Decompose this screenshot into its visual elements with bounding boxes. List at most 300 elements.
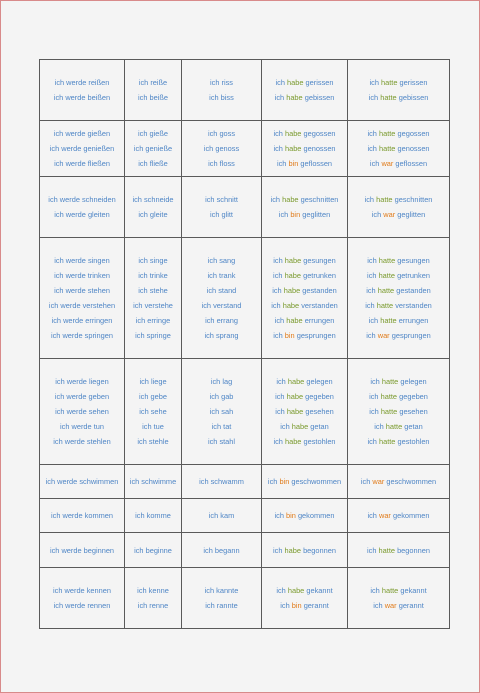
cell-perfekt: [262, 238, 348, 359]
participle: gelegen: [400, 377, 427, 386]
participle: gerissen: [305, 78, 334, 87]
pronoun: ich: [367, 511, 379, 520]
praesens-form: ich reiße: [138, 78, 168, 87]
perfekt-form: [264, 474, 345, 489]
futur-form: ich werde kommen: [50, 511, 114, 520]
cell-perfekt: [262, 533, 348, 568]
auxiliary-verb: war: [377, 331, 390, 340]
pronoun: ich: [373, 601, 385, 610]
pronoun: ich: [367, 545, 379, 555]
plusquamperfekt-form: [350, 474, 447, 489]
praesens-form: ich springe: [135, 331, 171, 340]
cell-praesens: [125, 568, 182, 629]
participle: gelegen: [306, 377, 333, 386]
cell-praesens: [125, 359, 182, 465]
auxiliary-verb: habe: [284, 129, 302, 138]
pronoun: ich: [374, 422, 386, 431]
cell-plusquamperfekt: [348, 177, 450, 238]
auxiliary-verb: bin: [286, 511, 296, 520]
futur-form: ich werde gleiten: [54, 210, 110, 219]
cell-futur: [40, 177, 125, 238]
futur-form: ich werde fließen: [54, 159, 110, 168]
praesens-form: ich stehe: [138, 286, 168, 295]
plusquamperfekt-form: [350, 268, 447, 283]
auxiliary-verb: habe: [284, 144, 302, 153]
praeteritum-form: ich trank: [207, 271, 236, 280]
table-row: [40, 533, 450, 568]
praeteritum-form: ich schnitt: [205, 195, 238, 204]
plusquamperfekt-form: [350, 126, 447, 141]
plusquamperfekt-form: [350, 75, 447, 90]
pronoun: ich: [370, 586, 382, 595]
participle: gerannt: [398, 601, 424, 610]
praesens-form: ich sehe: [139, 407, 167, 416]
pronoun: ich: [367, 271, 379, 280]
pronoun: ich: [273, 331, 285, 340]
plusquamperfekt-form: [350, 374, 447, 389]
futur-form: ich werde beißen: [53, 93, 111, 102]
participle: gegossen: [397, 129, 430, 138]
participle: geschwommen: [291, 477, 342, 486]
cell-perfekt: [262, 568, 348, 629]
futur-form: ich werde tun: [60, 422, 104, 431]
praeteritum-form: ich stand: [206, 286, 237, 295]
participle: gesprungen: [296, 331, 336, 340]
plusquamperfekt-form: [350, 598, 447, 613]
auxiliary-verb: habe: [286, 93, 303, 102]
pronoun: ich: [275, 392, 287, 401]
praeteritum-form: ich errang: [205, 316, 238, 325]
cell-praeteritum: [182, 465, 262, 499]
participle: getan: [310, 422, 329, 431]
pronoun: ich: [360, 477, 373, 486]
auxiliary-verb: hatte: [378, 271, 396, 280]
praeteritum-form: ich lag: [210, 377, 233, 386]
pronoun: ich: [274, 316, 287, 325]
perfekt-form: [264, 583, 345, 598]
perfekt-form: [264, 508, 345, 523]
pronoun: ich: [368, 93, 381, 102]
auxiliary-verb: habe: [284, 545, 301, 555]
participle: geflossen: [300, 159, 333, 168]
praeteritum-form: ich verstand: [201, 301, 242, 310]
participle: gesehen: [399, 407, 428, 416]
praesens-form: ich kenne: [137, 586, 169, 595]
pronoun: ich: [367, 437, 379, 446]
praesens-form: ich beginne: [134, 545, 172, 555]
auxiliary-verb: habe: [282, 301, 300, 310]
pronoun: ich: [273, 129, 285, 138]
participle: errungen: [398, 316, 429, 325]
plusquamperfekt-form: [350, 141, 447, 156]
auxiliary-verb: hatte: [380, 407, 398, 416]
futur-form: ich werde beginnen: [49, 545, 115, 555]
praeteritum-form: ich kannte: [204, 586, 239, 595]
auxiliary-verb: war: [372, 477, 385, 486]
auxiliary-verb: habe: [287, 78, 304, 87]
table-row: [40, 465, 450, 499]
participle: gestanden: [302, 286, 337, 295]
plusquamperfekt-form: [350, 298, 447, 313]
futur-form: ich werde sehen: [55, 407, 109, 416]
perfekt-form: [264, 75, 345, 90]
praesens-form: ich gieße: [138, 129, 168, 138]
participle: gerannt: [303, 601, 329, 610]
futur-form: ich werde verstehen: [48, 301, 116, 310]
plusquamperfekt-form: [350, 253, 447, 268]
participle: gebissen: [304, 93, 335, 102]
futur-form: ich werde liegen: [55, 377, 109, 386]
pronoun: ich: [271, 301, 283, 310]
participle: gesprungen: [391, 331, 431, 340]
cell-futur: [40, 568, 125, 629]
cell-praeteritum: [182, 121, 262, 177]
participle: gesungen: [397, 256, 430, 265]
pronoun: ich: [369, 78, 382, 87]
futur-form: ich werde trinken: [54, 271, 110, 280]
cell-futur: [40, 60, 125, 121]
praesens-form: ich trinke: [138, 271, 168, 280]
plusquamperfekt-form: [350, 90, 447, 105]
plusquamperfekt-form: [350, 543, 447, 558]
pronoun: ich: [267, 477, 280, 486]
perfekt-form: [264, 404, 345, 419]
futur-form: ich werde springen: [50, 331, 114, 340]
cell-praesens: [125, 238, 182, 359]
praeteritum-form: ich gab: [209, 392, 234, 401]
plusquamperfekt-form: [350, 404, 447, 419]
auxiliary-verb: habe: [291, 422, 309, 431]
perfekt-form: [264, 156, 345, 171]
participle: gestohlen: [303, 437, 336, 446]
pronoun: ich: [366, 286, 378, 295]
cell-plusquamperfekt: [348, 568, 450, 629]
participle: begonnen: [303, 545, 336, 555]
participle: gekannt: [306, 586, 333, 595]
perfekt-form: [264, 253, 345, 268]
cell-praeteritum: [182, 60, 262, 121]
auxiliary-verb: habe: [286, 392, 304, 401]
perfekt-form: [264, 298, 345, 313]
auxiliary-verb: habe: [286, 407, 304, 416]
plusquamperfekt-form: [350, 508, 447, 523]
pronoun: ich: [272, 286, 284, 295]
praeteritum-form: ich floss: [208, 159, 235, 168]
praeteritum-form: ich tat: [211, 422, 232, 431]
auxiliary-verb: hatte: [378, 437, 396, 446]
pronoun: ich: [276, 159, 289, 168]
pronoun: ich: [276, 377, 288, 386]
praeteritum-form: ich genoss: [203, 144, 240, 153]
verb-conjugation-table: [39, 59, 450, 629]
cell-praesens: [125, 121, 182, 177]
pronoun: ich: [270, 195, 283, 204]
pronoun: ich: [273, 545, 285, 555]
auxiliary-verb: hatte: [378, 256, 396, 265]
praesens-form: ich komme: [135, 511, 171, 520]
pronoun: ich: [278, 210, 291, 219]
futur-form: ich werde kennen: [53, 586, 111, 595]
praeteritum-form: ich rannte: [205, 601, 238, 610]
cell-plusquamperfekt: [348, 499, 450, 533]
praeteritum-form: ich stahl: [207, 437, 236, 446]
table-row: [40, 121, 450, 177]
plusquamperfekt-form: [350, 434, 447, 449]
cell-plusquamperfekt: [348, 533, 450, 568]
table-row: [40, 499, 450, 533]
pronoun: ich: [370, 377, 382, 386]
auxiliary-verb: bin: [290, 210, 301, 219]
pronoun: ich: [367, 144, 379, 153]
participle: getrunken: [303, 271, 336, 280]
table-row: [40, 359, 450, 465]
praeteritum-form: ich begann: [203, 545, 240, 555]
pronoun: ich: [369, 392, 381, 401]
perfekt-form: [264, 207, 345, 222]
auxiliary-verb: habe: [284, 256, 302, 265]
auxiliary-verb: hatte: [378, 545, 395, 555]
praeteritum-form: ich sprang: [204, 331, 239, 340]
cell-praesens: [125, 177, 182, 238]
cell-praeteritum: [182, 359, 262, 465]
auxiliary-verb: hatte: [381, 78, 398, 87]
cell-plusquamperfekt: [348, 359, 450, 465]
pronoun: ich: [366, 331, 378, 340]
participle: gekannt: [400, 586, 427, 595]
cell-praeteritum: [182, 238, 262, 359]
participle: gekommen: [297, 511, 335, 520]
auxiliary-verb: hatte: [377, 286, 395, 295]
plusquamperfekt-form: [350, 192, 447, 207]
auxiliary-verb: hatte: [381, 586, 399, 595]
perfekt-form: [264, 419, 345, 434]
cell-futur: [40, 465, 125, 499]
participle: gegossen: [303, 129, 336, 138]
pronoun: ich: [371, 210, 384, 219]
cell-perfekt: [262, 465, 348, 499]
praesens-form: ich stehle: [137, 437, 169, 446]
auxiliary-verb: hatte: [378, 144, 396, 153]
table-row: [40, 238, 450, 359]
cell-praeteritum: [182, 177, 262, 238]
participle: gestohlen: [397, 437, 430, 446]
pronoun: ich: [276, 586, 288, 595]
auxiliary-verb: hatte: [380, 316, 397, 325]
cell-perfekt: [262, 359, 348, 465]
auxiliary-verb: habe: [287, 586, 305, 595]
praeteritum-form: ich sang: [207, 256, 236, 265]
participle: geschnitten: [300, 195, 339, 204]
auxiliary-verb: bin: [279, 477, 290, 486]
auxiliary-verb: habe: [284, 271, 302, 280]
pronoun: ich: [273, 271, 285, 280]
cell-praeteritum: [182, 499, 262, 533]
perfekt-form: [264, 434, 345, 449]
futur-form: ich werde schneiden: [48, 195, 116, 204]
cell-futur: [40, 121, 125, 177]
plusquamperfekt-form: [350, 156, 447, 171]
table-body: [40, 60, 450, 629]
praeteritum-form: ich goss: [207, 129, 236, 138]
praeteritum-form: ich kam: [208, 511, 235, 520]
cell-praesens: [125, 60, 182, 121]
participle: gegeben: [399, 392, 428, 401]
cell-perfekt: [262, 177, 348, 238]
cell-perfekt: [262, 499, 348, 533]
praeteritum-form: ich riss: [210, 78, 233, 87]
praesens-form: ich erringe: [135, 316, 171, 325]
praesens-form: ich gebe: [139, 392, 167, 401]
praesens-form: ich schneide: [132, 195, 174, 204]
participle: geschnitten: [394, 195, 433, 204]
perfekt-form: [264, 598, 345, 613]
futur-form: ich werde genießen: [49, 144, 115, 153]
pronoun: ich: [364, 195, 377, 204]
praesens-form: ich verstehe: [133, 301, 173, 310]
auxiliary-verb: hatte: [380, 93, 397, 102]
auxiliary-verb: war: [381, 159, 394, 168]
participle: geflossen: [395, 159, 428, 168]
pronoun: ich: [365, 301, 377, 310]
cell-futur: [40, 533, 125, 568]
perfekt-form: [264, 126, 345, 141]
futur-form: ich werde stehen: [54, 286, 110, 295]
table-row: [40, 568, 450, 629]
participle: genossen: [397, 144, 430, 153]
cell-perfekt: [262, 121, 348, 177]
pronoun: ich: [369, 159, 382, 168]
pronoun: ich: [367, 129, 379, 138]
pronoun: ich: [274, 511, 286, 520]
participle: begonnen: [397, 545, 430, 555]
participle: errungen: [304, 316, 335, 325]
futur-form: ich werde geben: [54, 392, 110, 401]
praesens-form: ich liege: [139, 377, 167, 386]
futur-form: ich werde schwimmen: [45, 477, 119, 486]
cell-futur: [40, 359, 125, 465]
cell-plusquamperfekt: [348, 465, 450, 499]
auxiliary-verb: habe: [287, 377, 305, 386]
praesens-form: ich singe: [138, 256, 168, 265]
participle: getrunken: [397, 271, 430, 280]
praesens-form: ich schwimme: [129, 477, 177, 486]
perfekt-form: [264, 389, 345, 404]
auxiliary-verb: war: [384, 601, 397, 610]
auxiliary-verb: war: [378, 511, 391, 520]
futur-form: ich werde singen: [54, 256, 110, 265]
participle: gestanden: [396, 286, 431, 295]
perfekt-form: [264, 90, 345, 105]
participle: verstanden: [301, 301, 338, 310]
praesens-form: ich renne: [137, 601, 169, 610]
auxiliary-verb: bin: [284, 331, 295, 340]
participle: gekommen: [392, 511, 430, 520]
auxiliary-verb: habe: [282, 195, 299, 204]
praesens-form: ich beiße: [138, 93, 168, 102]
plusquamperfekt-form: [350, 583, 447, 598]
cell-futur: [40, 499, 125, 533]
participle: gegeben: [305, 392, 334, 401]
cell-futur: [40, 238, 125, 359]
perfekt-form: [264, 268, 345, 283]
participle: geglitten: [302, 210, 331, 219]
auxiliary-verb: hatte: [376, 301, 394, 310]
cell-praesens: [125, 499, 182, 533]
participle: gerissen: [399, 78, 428, 87]
table-row: [40, 177, 450, 238]
pronoun: ich: [275, 407, 287, 416]
auxiliary-verb: bin: [291, 601, 302, 610]
praeteritum-form: ich sah: [209, 407, 234, 416]
futur-form: ich werde rennen: [53, 601, 111, 610]
praeteritum-form: ich biss: [209, 93, 234, 102]
plusquamperfekt-form: [350, 283, 447, 298]
participle: gesungen: [303, 256, 336, 265]
cell-plusquamperfekt: [348, 121, 450, 177]
futur-form: ich werde gießen: [53, 129, 111, 138]
praeteritum-form: ich schwamm: [199, 477, 244, 486]
auxiliary-verb: hatte: [385, 422, 403, 431]
futur-form: ich werde reißen: [54, 78, 110, 87]
participle: geschwommen: [386, 477, 437, 486]
cell-plusquamperfekt: [348, 60, 450, 121]
cell-perfekt: [262, 60, 348, 121]
pronoun: ich: [273, 437, 285, 446]
perfekt-form: [264, 328, 345, 343]
perfekt-form: [264, 313, 345, 328]
auxiliary-verb: hatte: [376, 195, 393, 204]
auxiliary-verb: bin: [288, 159, 299, 168]
table-row: [40, 60, 450, 121]
pronoun: ich: [369, 407, 381, 416]
pronoun: ich: [280, 422, 292, 431]
auxiliary-verb: habe: [286, 316, 303, 325]
auxiliary-verb: habe: [283, 286, 301, 295]
cell-plusquamperfekt: [348, 238, 450, 359]
auxiliary-verb: war: [383, 210, 396, 219]
participle: getan: [404, 422, 423, 431]
futur-form: ich werde erringen: [51, 316, 113, 325]
plusquamperfekt-form: [350, 389, 447, 404]
pronoun: ich: [275, 78, 288, 87]
participle: geglitten: [397, 210, 426, 219]
perfekt-form: [264, 141, 345, 156]
cell-praeteritum: [182, 533, 262, 568]
pronoun: ich: [368, 316, 381, 325]
cell-praeteritum: [182, 568, 262, 629]
plusquamperfekt-form: [350, 207, 447, 222]
auxiliary-verb: habe: [284, 437, 302, 446]
pronoun: ich: [274, 93, 287, 102]
pronoun: ich: [280, 601, 292, 610]
pronoun: ich: [273, 144, 285, 153]
praesens-form: ich tue: [142, 422, 164, 431]
participle: gesehen: [305, 407, 334, 416]
praesens-form: ich fließe: [138, 159, 168, 168]
plusquamperfekt-form: [350, 313, 447, 328]
perfekt-form: [264, 374, 345, 389]
cell-praesens: [125, 533, 182, 568]
perfekt-form: [264, 192, 345, 207]
participle: verstanden: [395, 301, 432, 310]
cell-praesens: [125, 465, 182, 499]
pronoun: ich: [367, 256, 379, 265]
plusquamperfekt-form: [350, 419, 447, 434]
praesens-form: ich gleite: [138, 210, 168, 219]
plusquamperfekt-form: [350, 328, 447, 343]
perfekt-form: [264, 543, 345, 558]
auxiliary-verb: hatte: [381, 377, 399, 386]
